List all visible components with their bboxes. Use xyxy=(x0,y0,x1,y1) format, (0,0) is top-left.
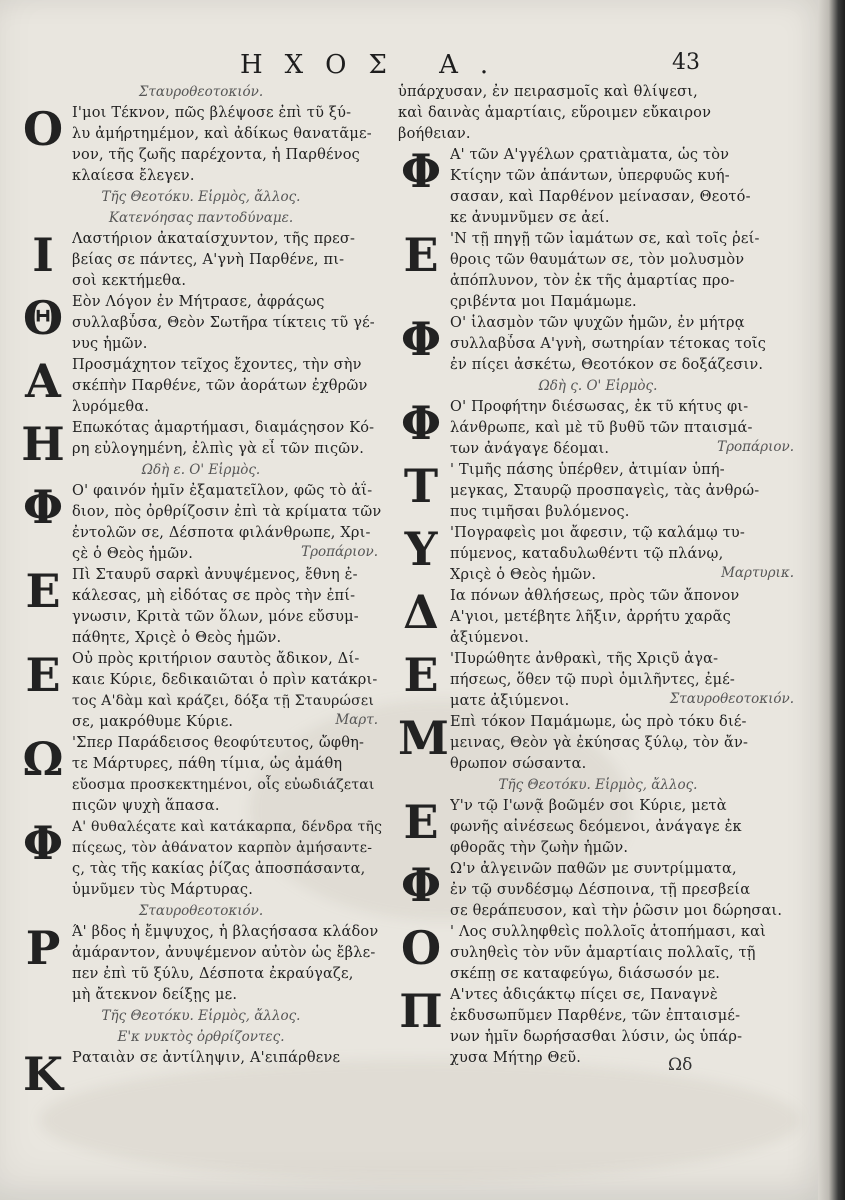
text-line: βείας σε πάντες, Α'γνὴ Παρθένε, πι- xyxy=(72,252,345,268)
hymn-stanza xyxy=(20,355,382,418)
text-line: Επὶ τόκον Παμάμωμε, ὡς πρὸ τόκυ διέ- xyxy=(450,714,747,730)
text-line: Α' τῶν Α'γγέλων ςρατιὰματα, ὡς τὸν xyxy=(450,147,730,163)
drop-cap-initial: Φ xyxy=(400,858,442,912)
text-line: ἀξιύμενοι. xyxy=(450,630,530,646)
section-heading: Κατενόησας παντοδύναμε. xyxy=(108,210,294,226)
hymn-stanza xyxy=(398,859,798,922)
text-line: μεγκας, Σταυρῷ προσπαγεὶς, τὰς ἀνθρώ- xyxy=(450,483,760,499)
text-line: Ο' ἱλασμὸν τῶν ψυχῶν ἡμῶν, ἐν μήτρᾳ xyxy=(450,315,745,331)
text-line: 'Πογραφεὶς μοι ἄφεσιν, τῷ καλάμῳ τυ- xyxy=(450,525,746,541)
text-line: ὑπάρχυσαν, ἐν πειρασμοῖς καὶ θλίψεσι, xyxy=(398,84,698,100)
rubric-note: Μαρτ. xyxy=(335,712,378,728)
text-line: πιςῶν ψυχὴ ἅπασα. xyxy=(72,798,220,814)
hymn-stanza xyxy=(398,523,798,586)
hymn-stanza xyxy=(20,481,382,565)
text-line: λυ ἀμήρτημέμον, καὶ ἀδίκως θανατᾶμε- xyxy=(72,126,372,142)
hymn-stanza xyxy=(20,1047,382,1101)
drop-cap-initial: Ε xyxy=(403,795,439,849)
text-line: συλλαβὖσα, Θεὸν Σωτῆρα τίκτεις τῦ γέ- xyxy=(72,315,375,331)
text-line: συλλαβὖσα Α'γνὴ, σωτηρίαν τέτοκας τοῖς xyxy=(450,336,767,352)
rubric-note: Μαρτυρικ. xyxy=(721,565,794,581)
text-line: καιε Κύριε, δεδικαιῶται ὁ πρὶν κατάκρι- xyxy=(72,672,378,688)
text-line: μὴ ἄτεκνον δείξῃς με. xyxy=(72,987,238,1003)
text-line: Ι'μοι Τέκνον, πῶς βλέψοσε ἐπὶ τῦ ξύ- xyxy=(72,105,352,121)
hymn-stanza xyxy=(398,313,798,376)
hymn-stanza xyxy=(20,733,382,817)
text-line: Ο' φαινόν ἡμῖν ἐξαματεῖλον, φῶς τὸ ἀΐ- xyxy=(72,483,373,499)
text-line: Πὶ Σταυρῦ σαρκὶ ἀνυψέμενος, ἔθνη ἐ- xyxy=(72,567,358,583)
text-line: σε θεράπευσον, καὶ τὴν ῥῶσιν μοι δώρησαι. xyxy=(450,903,783,919)
drop-cap-initial: Π xyxy=(399,984,443,1038)
hymn-stanza xyxy=(20,817,382,901)
text-line: χυσα Μήτηρ Θεῦ. xyxy=(450,1050,582,1066)
hymn-stanza xyxy=(398,229,798,313)
hymn-stanza xyxy=(398,397,798,460)
drop-cap-initial: Φ xyxy=(22,480,64,534)
text-line: σασαν, καὶ Παρθένον μείνασαν, Θεοτό- xyxy=(450,189,751,205)
text-line: ρη εὐλογημένη, ἐλπὶς γὰ εἶ τῶν πιςῶν. xyxy=(72,441,365,457)
section-heading: Ωδὴ ε. Ο' Εἱρμὸς. xyxy=(141,462,261,478)
text-line: εὔοσμα προσκεκτημένοι, οἷς εὐωδιάζεται xyxy=(72,777,375,793)
text-line: νυς ἡμῶν. xyxy=(72,336,148,352)
text-line: διον, πὸς ὀρθρίζοσιν ἐπὶ τὰ κρίματα τῶν xyxy=(72,504,382,520)
text-line: Α'γιοι, μετέβητε λῆξιν, ἀρρήτυ χαρᾶς xyxy=(450,609,731,625)
drop-cap-initial: Α xyxy=(25,354,61,408)
text-line: Λαστήριον ἀκαταίσχυντον, τῆς πρεσ- xyxy=(72,231,356,247)
hymn-stanza xyxy=(20,103,382,187)
text-line: κε ἀνυμνῦμεν σε ἀεί. xyxy=(450,210,610,226)
text-line: σε, μακρόθυμε Κύριε. xyxy=(72,714,234,730)
drop-cap-initial: Φ xyxy=(400,312,442,366)
text-line: πεν ἐπὶ τῦ ξύλυ, Δέσποτα ἐκραύγαζε, xyxy=(72,966,354,982)
hymn-stanza xyxy=(398,712,798,775)
text-line: ματε ἀξιύμενοι. xyxy=(450,693,570,709)
text-line: θρωπον σώσαντα. xyxy=(450,756,587,772)
text-line: Ά' βδος ἡ ἔμψυχος, ἡ βλαςήσασα κλάδον xyxy=(72,924,379,940)
text-line: ἐν πίςει ἀσκέτω, Θεοτόκον σε δοξάζεσιν. xyxy=(450,357,764,373)
hymn-stanza xyxy=(20,229,382,292)
text-line: Οὐ πρὸς κριτήριον σαυτὸς ἄδικον, Δί- xyxy=(72,651,360,667)
text-line: πίςεως, τὸν ἀθάνατον καρπὸν ἀμήσαντε- xyxy=(72,840,373,856)
section-heading: Σταυροθεοτοκιόν. xyxy=(138,84,264,100)
text-line: σκέπῃ σε καταφεύγω, διάσωσόν με. xyxy=(450,966,721,982)
text-line: Επωκότας ἁμαρτήμασι, διαμάςησον Κό- xyxy=(72,420,375,436)
text-line: Ω'ν ἀλγεινῶν παθῶν με συντρίμματα, xyxy=(450,861,737,877)
hymn-stanza xyxy=(20,922,382,1006)
right-column xyxy=(398,82,798,1069)
text-line: ἐκδυσωπῦμεν Παρθένε, τῶν ἐπταισμέ- xyxy=(450,1008,741,1024)
catchword: Ωδ xyxy=(668,1055,693,1075)
text-line: ἐν τῷ συνδέσμῳ Δέσποινα, τῇ πρεσβεία xyxy=(450,882,751,898)
drop-cap-initial: Η xyxy=(21,417,65,471)
drop-cap-initial: Ι xyxy=(32,228,54,282)
drop-cap-initial: Υ xyxy=(404,522,438,576)
hymn-stanza xyxy=(398,145,798,229)
drop-cap-initial: Ω xyxy=(22,732,64,786)
hymn-stanza xyxy=(20,649,382,733)
text-line: Χριςὲ ὁ Θεὸς ἡμῶν. xyxy=(450,567,597,583)
text-line: συληθεὶς τὸν νῦν ἁμαρτίαις πολλαῖς, τῇ xyxy=(450,945,756,961)
text-line: γνωσιν, Κριτὰ τῶν ὅλων, μόνε εὔσυμ- xyxy=(72,609,359,625)
text-line: θροις τῶν θαυμάτων σε, τὸν μολυσμὸν xyxy=(450,252,745,268)
text-line: φθορᾶς τὴν ζωὴν ἡμῶν. xyxy=(450,840,629,856)
text-line: Υ'ν τῷ Ι'ωνᾷ βοῶμέν σοι Κύριε, μετὰ xyxy=(450,798,727,814)
hymn-stanza xyxy=(398,649,798,712)
text-line: σοὶ κεκτήμεθα. xyxy=(72,273,187,289)
hymn-stanza xyxy=(20,292,382,355)
drop-cap-initial: Φ xyxy=(22,816,64,870)
text-line: 'Σπερ Παράδεισος θεοφύτευτος, ὤφθη- xyxy=(72,735,365,751)
text-line: Ια πόνων ἀθλήσεως, πρὸς τῶν ἄπονον xyxy=(450,588,740,604)
text-line: λυρόμεθα. xyxy=(72,399,150,415)
hymn-stanza xyxy=(398,460,798,523)
rubric-note: Τροπάριον. xyxy=(301,544,378,560)
text-line: μεινας, Θεὸν γὰ ἐκύησας ξύλῳ, τὸν ἄν- xyxy=(450,735,749,751)
text-line: 'Πυρώθητε ἀνθρακὶ, τῆς Χριςῦ ἀγα- xyxy=(450,651,719,667)
drop-cap-initial: Φ xyxy=(400,396,442,450)
hymn-stanza xyxy=(398,922,798,985)
rubric-note: Τροπάριον. xyxy=(717,439,794,455)
text-line: τε Μάρτυρες, πάθη τίμια, ὡς ἀμάθη xyxy=(72,756,343,772)
drop-cap-initial: Κ xyxy=(23,1047,63,1101)
hymn-stanza xyxy=(398,985,798,1069)
text-line: Ραταιὰν σε ἀντίληψιν, Α'ειπάρθενε xyxy=(72,1050,341,1066)
text-line: Α'ντες ἀδιςάκτῳ πίςει σε, Παναγνὲ xyxy=(450,987,718,1003)
drop-cap-initial: Θ xyxy=(22,291,64,345)
section-heading: Σταυροθεοτοκιόν. xyxy=(138,903,264,919)
running-header: ΗΧΟΣ Α. xyxy=(240,50,511,80)
page-edge xyxy=(818,0,845,1200)
rubric-note: Σταυροθεοτοκιόν. xyxy=(669,691,794,707)
text-line: των ἀνάγαγε δέομαι. xyxy=(450,441,610,457)
section-heading: Ε'κ νυκτὸς ὀρθρίζοντες. xyxy=(117,1029,285,1045)
text-line: Προσμάχητον τεῖχος ἔχοντες, τὴν σὴν xyxy=(72,357,362,373)
text-line: βοήθειαν. xyxy=(398,126,471,142)
text-line: πύμενος, καταδυλωθέντι τῷ πλάνῳ, xyxy=(450,546,724,562)
text-line: 'Ν τῇ πηγῇ τῶν ἰαμάτων σε, καὶ τοῖς ῥεί- xyxy=(450,231,760,247)
text-line: ' Λος συλληφθεὶς πολλοῖς ἀτοπήμασι, καὶ xyxy=(450,924,767,940)
text-line: νων ἡμῖν δωρήσασθαι λύσιν, ὡς ὑπάρ- xyxy=(450,1029,743,1045)
drop-cap-initial: Ε xyxy=(25,648,61,702)
hymn-stanza xyxy=(398,796,798,859)
text-line: ὑμνῦμεν τὺς Μάρτυρας. xyxy=(72,882,254,898)
text-line: πήσεως, ὅθεν τῷ πυρὶ ὁμιλῆντες, ἐμέ- xyxy=(450,672,736,688)
text-line: Ο' Προφήτην διέσωσας, ἐκ τῦ κήτυς φι- xyxy=(450,399,749,415)
text-line: ςὲ ὁ Θεὸς ἡμῶν. xyxy=(72,546,194,562)
text-line: κλαίεσα ἔλεγεν. xyxy=(72,168,195,184)
text-line: ἀμάραντον, ἀνυψέμενον αὐτὸν ὡς ἔβλε- xyxy=(72,945,376,961)
drop-cap-initial: Δ xyxy=(403,585,439,639)
drop-cap-initial: Ο xyxy=(400,921,442,975)
page-number: 43 xyxy=(672,50,700,75)
section-heading: Τῆς Θεοτόκυ. Εἱρμὸς, ἄλλος. xyxy=(101,189,301,205)
text-line: καὶ δαινὰς ἁμαρτίαις, εὕροιμεν εὔκαιρον xyxy=(398,105,712,121)
text-line: ἐντολῶν σε, Δέσποτα φιλάνθρωπε, Χρι- xyxy=(72,525,371,541)
drop-cap-initial: Ο xyxy=(22,102,64,156)
text-line: φωνῆς αἰνέσεως δεόμενοι, ἀνάγαγε ἐκ xyxy=(450,819,742,835)
hymn-stanza xyxy=(398,586,798,649)
text-line: σκέπὴν Παρθένε, τῶν ἀοράτων ἐχθρῶν xyxy=(72,378,368,394)
drop-cap-initial: Ρ xyxy=(25,921,61,975)
section-heading: Τῆς Θεοτόκυ. Εἱρμὸς, ἄλλος. xyxy=(498,777,698,793)
text-line: νον, τῆς ζωῆς παρέχοντα, ἡ Παρθένος xyxy=(72,147,361,163)
drop-cap-initial: Τ xyxy=(403,459,439,513)
drop-cap-initial: Ε xyxy=(25,564,61,618)
section-heading: Ωδὴ ς. Ο' Εἱρμὸς. xyxy=(538,378,658,394)
drop-cap-initial: Ε xyxy=(403,228,439,282)
drop-cap-initial: Ε xyxy=(403,648,439,702)
text-line: Εὸν Λόγον ἐν Μήτρασε, ἀφράςως xyxy=(72,294,325,310)
drop-cap-initial: Φ xyxy=(400,144,442,198)
text-line: λάνθρωπε, καὶ μὲ τῦ βυθῦ τῶν πταισμά- xyxy=(450,420,753,436)
section-heading: Τῆς Θεοτόκυ. Εἱρμὸς, ἄλλος. xyxy=(101,1008,301,1024)
drop-cap-initial: Μ xyxy=(398,711,449,765)
text-line: ἀπόπλυνον, τὸν ἐκ τῆς ἁμαρτίας προ- xyxy=(450,273,735,289)
text-line: πυς τιμῆσαι βυλόμενος. xyxy=(450,504,630,520)
hymn-stanza xyxy=(398,82,798,145)
text-line: πάθητε, Χριςὲ ὁ Θεὸς ἡμῶν. xyxy=(72,630,282,646)
text-line: Α' θυθαλέςατε καὶ κατάκαρπα, δένδρα τῆς xyxy=(72,819,382,835)
hymn-stanza xyxy=(20,565,382,649)
left-column xyxy=(20,82,382,1101)
text-line: ' Τιμῆς πάσης ὑπέρθεν, ἀτιμίαν ὑπή- xyxy=(450,462,725,478)
text-line: τος Α'δὰμ καὶ κράζει, δόξα τῇ Σταυρώσει xyxy=(72,693,375,709)
text-line: ς, τὰς τῆς κακίας ῥίζας ἀποσπάσαντα, xyxy=(72,861,366,877)
text-line: Κτίςην τῶν ἁπάντων, ὑπερφυῶς κυή- xyxy=(450,168,730,184)
text-line: ςριβέντα μοι Παμάμωμε. xyxy=(450,294,637,310)
text-line: κάλεσας, μὴ εἰδότας σε πρὸς τὴν ἐπί- xyxy=(72,588,356,604)
